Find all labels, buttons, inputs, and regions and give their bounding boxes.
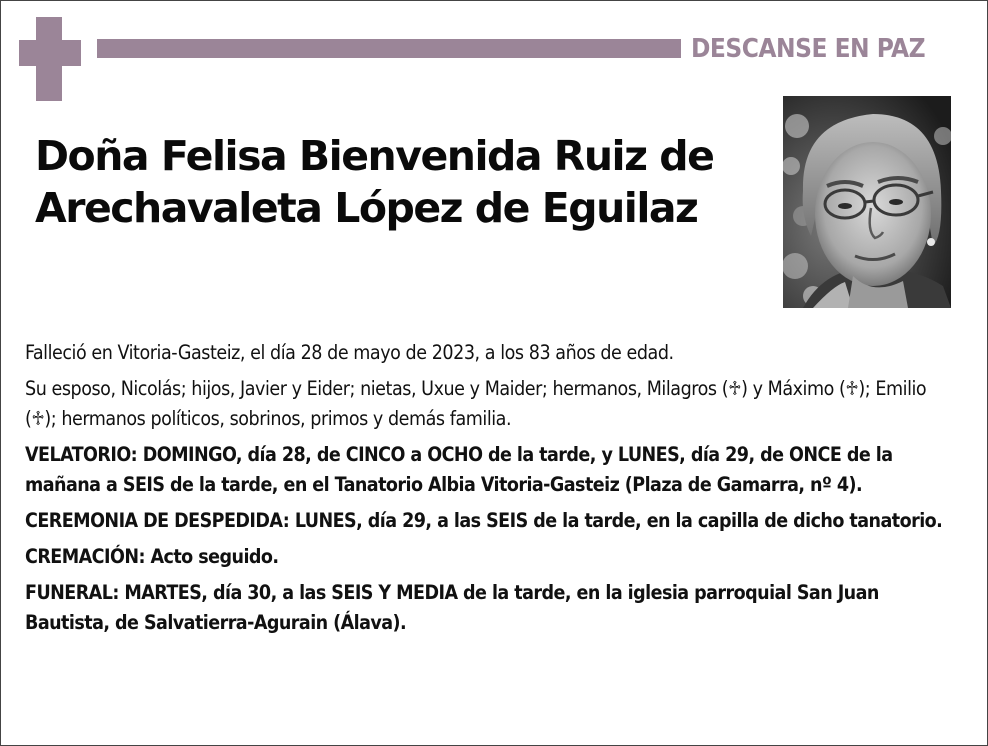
deceased-portrait: [783, 96, 951, 308]
cross-icon-horizontal: [19, 40, 81, 66]
funeral-paragraph: FUNERAL: MARTES, día 30, a las SEIS Y MEDIA de la tarde, en la iglesia parroquial San Juan Bautista, de Salvatierra-Agurain (Álava).: [25, 581, 879, 634]
family-paragraph: Su esposo, Nicolás; hijos, Javier y Eider; nietas, Uxue y Maider; hermanos, Milagros (♱) y Máximo (♱); Emilio (♱); hermanos políticos, sobrinos, primos y demás familia.: [25, 377, 927, 430]
header-rule: [97, 39, 681, 58]
deceased-name: [35, 130, 775, 234]
notice-body: [25, 338, 955, 644]
deceased-name-line-2: Arechavaleta López de Eguilaz: [35, 184, 698, 232]
cremation-paragraph: CREMACIÓN: Acto seguido.: [25, 545, 279, 568]
header-title: DESCANSE EN PAZ: [691, 34, 926, 64]
wake-paragraph: VELATORIO: DOMINGO, día 28, de CINCO a OCHO de la tarde, y LUNES, día 29, de ONCE de la mañana a SEIS de la tarde, en el Tanatorio Albia Vitoria-Gasteiz (Plaza de Gamarra, nº 4).: [25, 443, 893, 496]
death-paragraph: Falleció en Vitoria-Gasteiz, el día 28 de mayo de 2023, a los 83 años de edad.: [25, 341, 674, 364]
deceased-name-line-1: Doña Felisa Bienvenida Ruiz de: [35, 132, 714, 180]
farewell-ceremony-paragraph: CEREMONIA DE DESPEDIDA: LUNES, día 29, a las SEIS de la tarde, en la capilla de dicho tanatorio.: [25, 509, 943, 532]
